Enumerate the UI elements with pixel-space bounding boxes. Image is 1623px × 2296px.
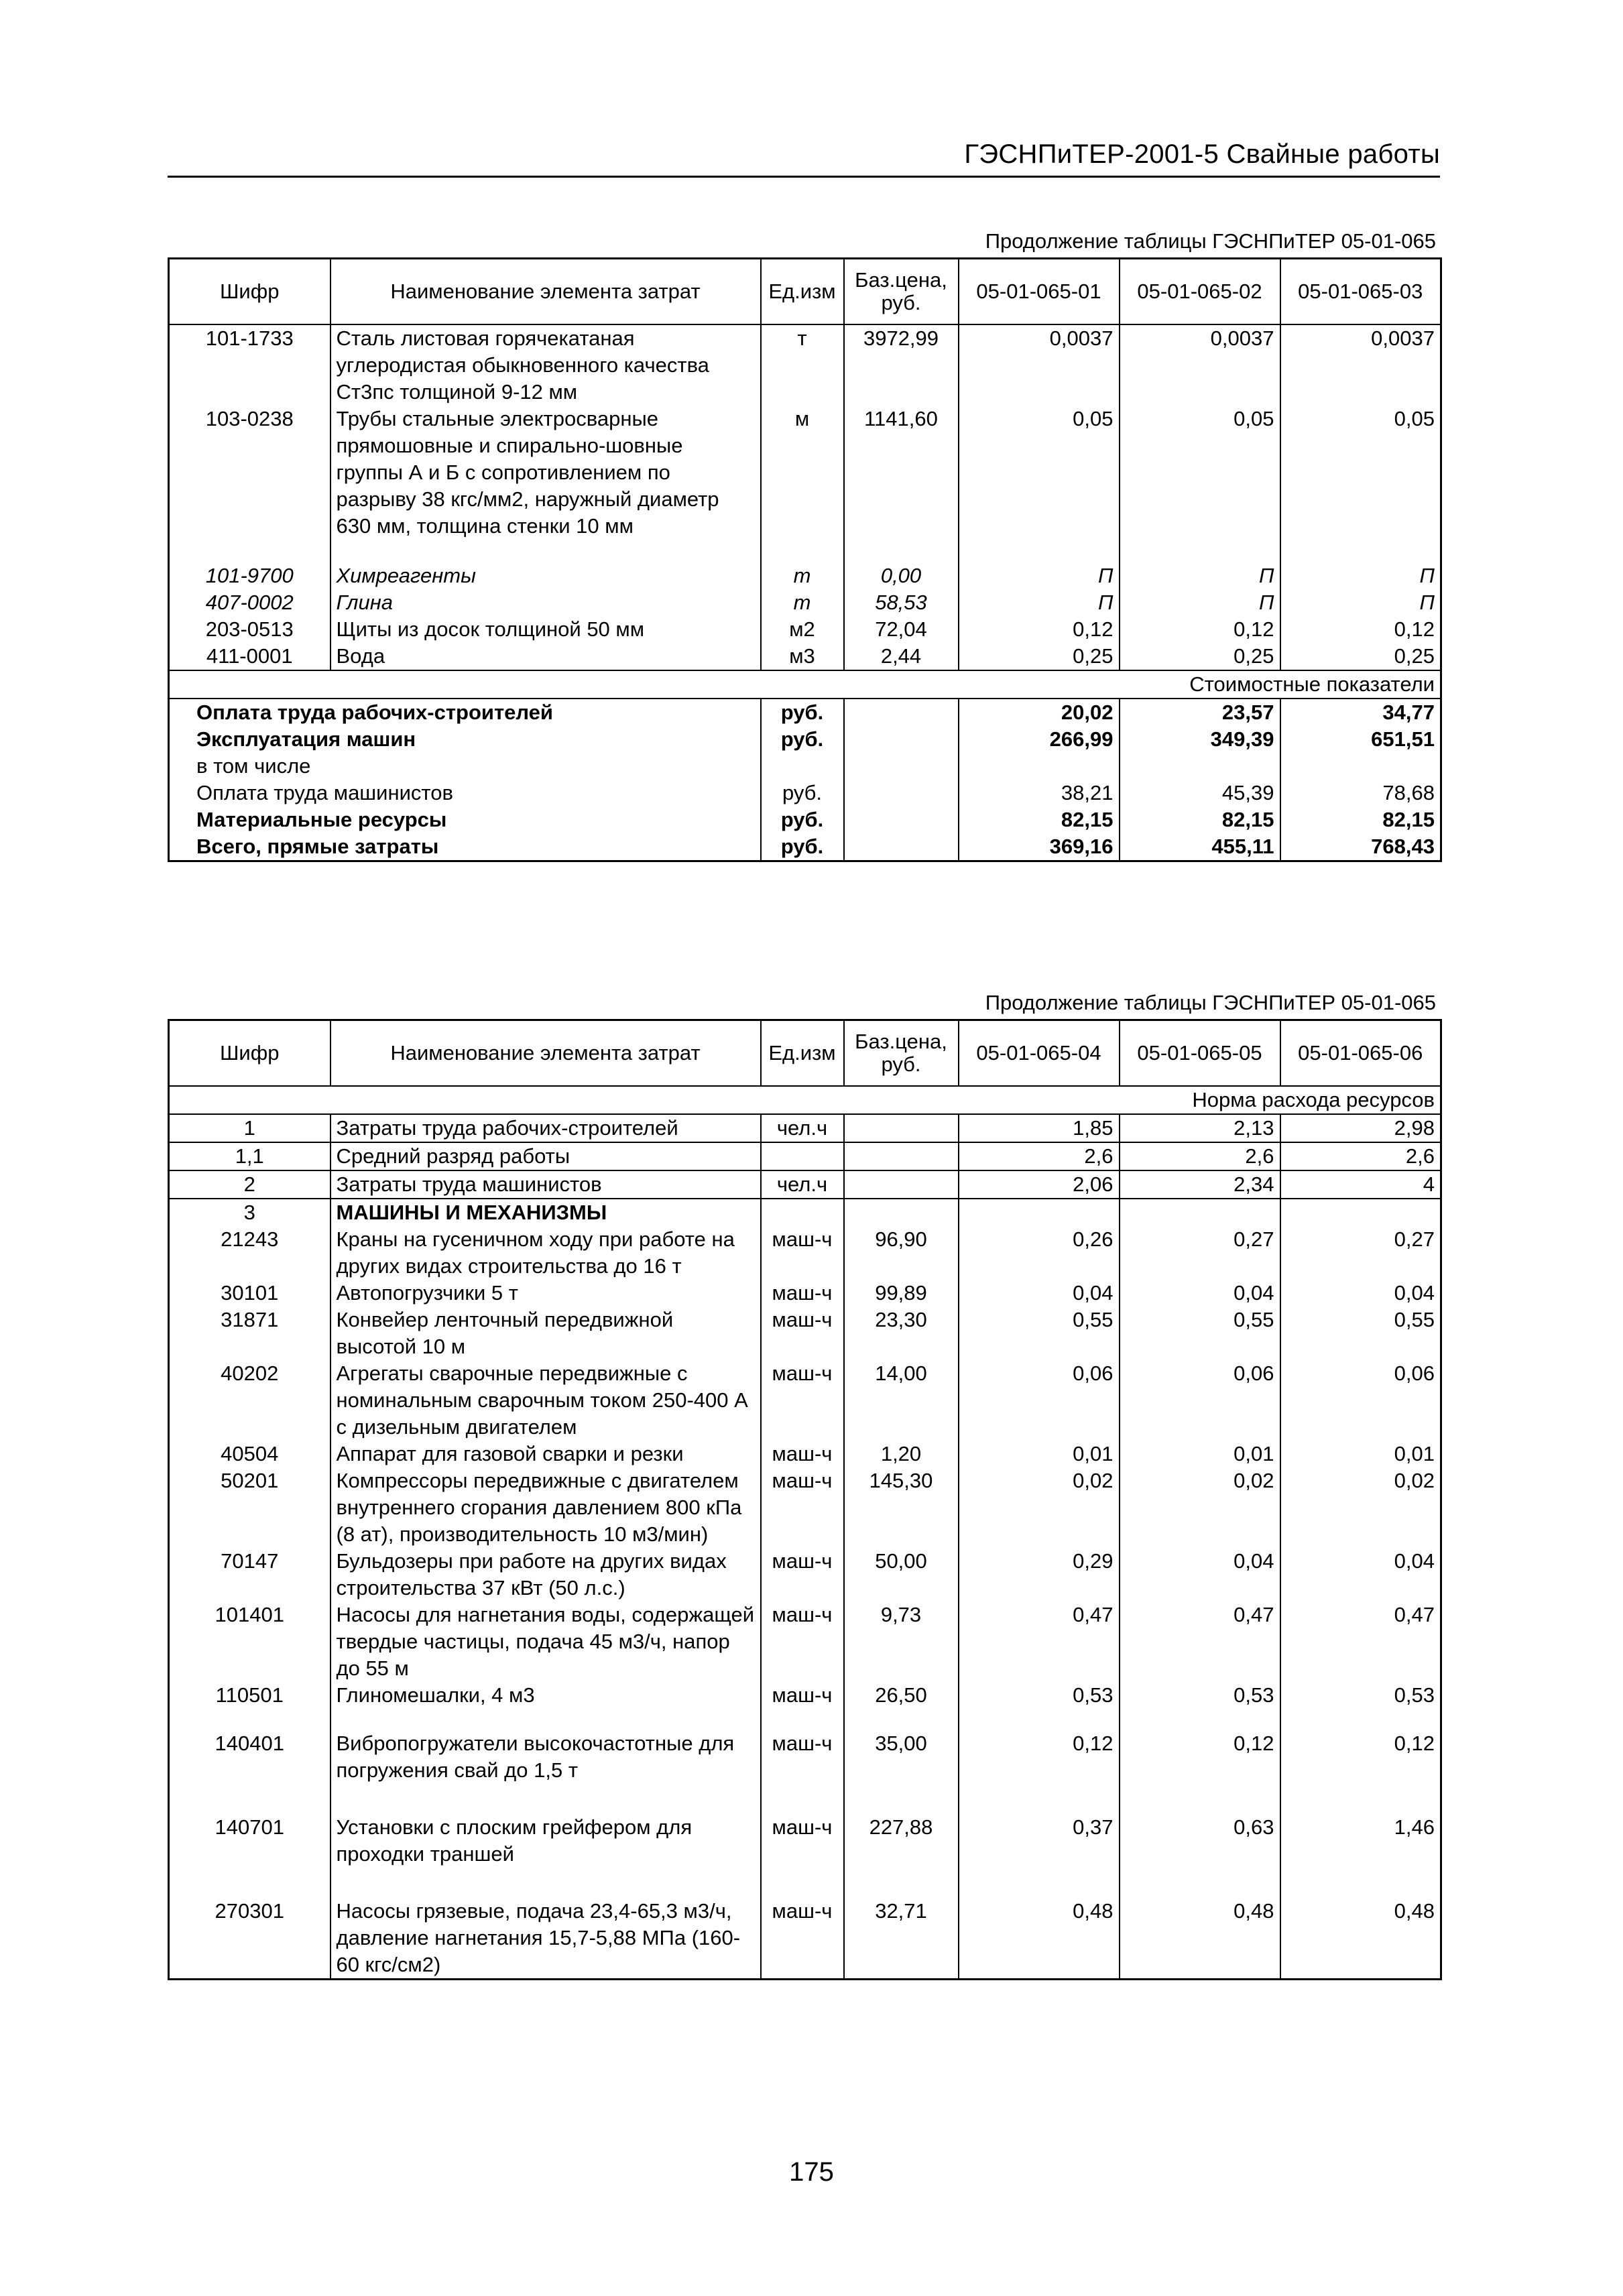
row-value-2: 0,48 <box>1120 1898 1280 1980</box>
row-price: 3972,99 <box>844 324 959 406</box>
table-row <box>169 589 1441 616</box>
row-code: 140701 <box>169 1814 330 1898</box>
row-value-3: 2,6 <box>1280 1142 1441 1170</box>
row-value-2: 2,6 <box>1120 1142 1280 1170</box>
row-value-2: П <box>1120 562 1280 589</box>
cost-value-2: 45,39 <box>1120 780 1280 806</box>
row-name: Затраты труда рабочих-строителей <box>330 1114 761 1142</box>
row-code: 70147 <box>169 1548 330 1602</box>
row-name: Краны на гусеничном ходу при работе на других видах строительства до 16 т <box>330 1226 761 1280</box>
row-value-1: 0,47 <box>959 1602 1120 1682</box>
table2-header-row <box>169 1020 1441 1087</box>
row-code: 1 <box>169 1114 330 1142</box>
cost-value-1: 266,99 <box>959 726 1120 753</box>
row-value-1: 0,06 <box>959 1360 1120 1441</box>
cost-value-2: 82,15 <box>1120 806 1280 833</box>
table-row <box>169 1467 1441 1548</box>
row-value-3: 0,06 <box>1394 1362 1435 1385</box>
row-code: 203-0513 <box>169 616 330 643</box>
cost-row <box>169 833 1441 861</box>
row-value-3: П <box>1419 591 1435 614</box>
row-value-3: 0,48 <box>1394 1899 1435 1923</box>
row-value-2: 0,05 <box>1120 406 1280 540</box>
row-value-1: 2,6 <box>959 1142 1120 1170</box>
row-name: Вибропогружатели высокочастотные для погружения свай до 1,5 т <box>330 1730 761 1814</box>
row-unit: т <box>761 562 844 589</box>
cost-value-1: 20,02 <box>959 699 1120 726</box>
cost-name: Эксплуатация машин <box>169 726 761 753</box>
row-value-3: 0,0037 <box>1371 326 1435 350</box>
row-value-3: 2,98 <box>1280 1114 1441 1142</box>
row-name: Затраты труда машинистов <box>330 1170 761 1199</box>
cost-value-1: 82,15 <box>959 806 1120 833</box>
row-value-1: 0,25 <box>959 643 1120 670</box>
table-row <box>169 1114 1441 1142</box>
cost-value-1 <box>959 753 1120 780</box>
row-value-2: 0,47 <box>1120 1602 1280 1682</box>
cost-row <box>169 726 1441 753</box>
row-price: 35,00 <box>844 1730 959 1814</box>
row-value-2: 0,04 <box>1120 1280 1280 1307</box>
cost-name: в том числе <box>169 753 761 780</box>
row-unit: м2 <box>761 616 844 643</box>
row-code: 140401 <box>169 1730 330 1814</box>
row-unit: маш-ч <box>761 1441 844 1467</box>
row-value-1: П <box>959 562 1120 589</box>
cost-unit: руб. <box>761 780 844 806</box>
section-code: 3 <box>169 1199 330 1226</box>
row-price: 14,00 <box>844 1360 959 1441</box>
cost-value-1: 38,21 <box>959 780 1120 806</box>
cost-title-row <box>169 670 1441 699</box>
table1-header-row <box>169 259 1441 325</box>
row-name: Щиты из досок толщиной 50 мм <box>330 616 761 643</box>
table-row <box>169 1226 1441 1280</box>
table-row <box>169 1814 1441 1898</box>
row-value-3: 0,01 <box>1394 1442 1435 1465</box>
row-value-3: 0,27 <box>1394 1227 1435 1251</box>
row-value-3: 0,05 <box>1394 407 1435 430</box>
row-value-2: 0,12 <box>1120 1730 1280 1814</box>
cost-value-3: 82,15 <box>1382 808 1435 831</box>
row-price: 72,04 <box>844 616 959 643</box>
col-price-header: Баз.цена, руб. <box>844 1020 959 1087</box>
row-price: 96,90 <box>844 1226 959 1280</box>
table2 <box>168 1019 1442 1980</box>
row-price: 1,20 <box>844 1441 959 1467</box>
row-value-2: 0,06 <box>1120 1360 1280 1441</box>
row-price: 99,89 <box>844 1280 959 1307</box>
cost-name: Материальные ресурсы <box>169 806 761 833</box>
cost-value-1: 369,16 <box>959 833 1120 861</box>
running-head: ГЭСНПиТЕР-2001-5 Свайные работы <box>964 139 1440 169</box>
row-unit: чел.ч <box>761 1170 844 1199</box>
norm-title: Норма расхода ресурсов <box>169 1086 1441 1114</box>
cost-name: Оплата труда машинистов <box>169 780 761 806</box>
cost-value-3: 768,43 <box>1371 835 1435 858</box>
row-value-3: 0,25 <box>1394 644 1435 668</box>
row-unit <box>761 1142 844 1170</box>
row-price <box>844 1114 959 1142</box>
row-code: 40202 <box>169 1360 330 1441</box>
table-row <box>169 562 1441 589</box>
table-row <box>169 1602 1441 1682</box>
row-name: Компрессоры передвижные с двигателем внутреннего сгорания давлением 800 кПа (8 ат), производительность 10 м3/мин) <box>330 1467 761 1548</box>
row-price: 145,30 <box>844 1467 959 1548</box>
row-name: Сталь листовая горячекатаная углеродистая обыкновенного качества Ст3пс толщиной 9-12 мм <box>330 324 761 406</box>
col-unit-header: Ед.изм <box>761 1020 844 1087</box>
row-value-1: 2,06 <box>959 1170 1120 1199</box>
row-code: 101-9700 <box>169 562 330 589</box>
row-name: Бульдозеры при работе на других видах строительства 37 кВт (50 л.с.) <box>330 1548 761 1602</box>
row-value-3: 0,53 <box>1394 1683 1435 1707</box>
table-row <box>169 1360 1441 1441</box>
row-value-1: 0,05 <box>959 406 1120 540</box>
col-norm-2-header: 05-01-065-05 <box>1120 1020 1280 1087</box>
row-name: Глина <box>330 589 761 616</box>
row-value-2: 0,12 <box>1120 616 1280 643</box>
row-unit: маш-ч <box>761 1226 844 1280</box>
row-value-2: 0,0037 <box>1120 324 1280 406</box>
row-value-3: 0,12 <box>1394 617 1435 641</box>
row-price: 227,88 <box>844 1814 959 1898</box>
spacer-row <box>169 540 1441 562</box>
row-name: Вода <box>330 643 761 670</box>
row-price: 2,44 <box>844 643 959 670</box>
cost-unit: руб. <box>761 833 844 861</box>
cost-value-2 <box>1120 753 1280 780</box>
row-unit: маш-ч <box>761 1730 844 1814</box>
table-row <box>169 1441 1441 1467</box>
row-value-3: 0,12 <box>1394 1732 1435 1755</box>
row-value-2: 2,34 <box>1120 1170 1280 1199</box>
table-row <box>169 1280 1441 1307</box>
table-row <box>169 1548 1441 1602</box>
row-value-1: 0,01 <box>959 1441 1120 1467</box>
row-value-2: 0,63 <box>1120 1814 1280 1898</box>
table-row <box>169 406 1441 540</box>
row-value-2: 0,04 <box>1120 1548 1280 1602</box>
section-row <box>169 1199 1441 1226</box>
row-unit: т <box>761 589 844 616</box>
col-norm-3-header: 05-01-065-03 <box>1280 259 1441 325</box>
row-value-2: 0,55 <box>1120 1307 1280 1360</box>
cost-value-3: 34,77 <box>1382 701 1435 724</box>
row-code: 101-1733 <box>169 324 330 406</box>
row-unit: т <box>761 324 844 406</box>
section-name: МАШИНЫ И МЕХАНИЗМЫ <box>330 1199 761 1226</box>
col-norm-1-header: 05-01-065-01 <box>959 259 1120 325</box>
table-row <box>169 1142 1441 1170</box>
col-norm-1-header: 05-01-065-04 <box>959 1020 1120 1087</box>
table-row <box>169 1730 1441 1814</box>
col-name-header: Наименование элемента затрат <box>330 259 761 325</box>
row-value-1: 0,12 <box>959 1730 1120 1814</box>
cost-name: Оплата труда рабочих-строителей <box>169 699 761 726</box>
row-name: Насосы грязевые, подача 23,4-65,3 м3/ч, давление нагнетания 15,7-5,88 МПа (160-60 кгс/см2) <box>330 1898 761 1980</box>
row-value-1: 0,55 <box>959 1307 1120 1360</box>
header-rule <box>168 176 1440 178</box>
table-row <box>169 1682 1441 1730</box>
row-value-1: 0,26 <box>959 1226 1120 1280</box>
row-unit: маш-ч <box>761 1548 844 1602</box>
page-number: 175 <box>789 2157 834 2187</box>
row-code: 2 <box>169 1170 330 1199</box>
row-unit: маш-ч <box>761 1360 844 1441</box>
table-row <box>169 1307 1441 1360</box>
row-unit: м <box>761 406 844 540</box>
row-value-3: П <box>1419 564 1435 587</box>
row-unit: маш-ч <box>761 1307 844 1360</box>
row-price: 1141,60 <box>844 406 959 540</box>
row-unit: маш-ч <box>761 1682 844 1730</box>
row-name: Трубы стальные электросварные прямошовные и спирально-шовные группы А и Б с сопротивлением по разрыву 38 кгс/мм2, наружный диаметр 630 мм, толщина стенки 10 мм <box>330 406 761 540</box>
row-value-1: 0,53 <box>959 1682 1120 1730</box>
cost-row <box>169 753 1441 780</box>
cost-unit: руб. <box>761 806 844 833</box>
row-value-1: 0,02 <box>959 1467 1120 1548</box>
row-value-1: П <box>959 589 1120 616</box>
row-code: 407-0002 <box>169 589 330 616</box>
row-price: 23,30 <box>844 1307 959 1360</box>
row-unit: маш-ч <box>761 1898 844 1980</box>
table-row <box>169 324 1441 406</box>
row-price: 0,00 <box>844 562 959 589</box>
row-price: 9,73 <box>844 1602 959 1682</box>
row-code: 1,1 <box>169 1142 330 1170</box>
row-value-1: 0,04 <box>959 1280 1120 1307</box>
row-value-1: 1,85 <box>959 1114 1120 1142</box>
norm-title-row <box>169 1086 1441 1114</box>
row-code: 40504 <box>169 1441 330 1467</box>
row-code: 110501 <box>169 1682 330 1730</box>
col-norm-2-header: 05-01-065-02 <box>1120 259 1280 325</box>
table-row <box>169 1170 1441 1199</box>
row-name: Автопогрузчики 5 т <box>330 1280 761 1307</box>
row-code: 270301 <box>169 1898 330 1980</box>
row-unit: маш-ч <box>761 1467 844 1548</box>
cost-row <box>169 780 1441 806</box>
cost-value-3 <box>1280 753 1441 780</box>
cost-value-2: 349,39 <box>1120 726 1280 753</box>
row-code: 50201 <box>169 1467 330 1548</box>
col-price-header: Баз.цена, руб. <box>844 259 959 325</box>
row-name: Глиномешалки, 4 м3 <box>330 1682 761 1730</box>
row-value-2: 0,02 <box>1120 1467 1280 1548</box>
cost-title: Стоимостные показатели <box>169 670 1441 699</box>
row-value-2: 0,25 <box>1120 643 1280 670</box>
row-price: 26,50 <box>844 1682 959 1730</box>
row-price: 50,00 <box>844 1548 959 1602</box>
row-name: Установки с плоским грейфером для проходки траншей <box>330 1814 761 1898</box>
row-code: 31871 <box>169 1307 330 1360</box>
row-unit: маш-ч <box>761 1602 844 1682</box>
row-value-1: 0,48 <box>959 1898 1120 1980</box>
cost-value-2: 455,11 <box>1120 833 1280 861</box>
cost-row <box>169 699 1441 726</box>
cost-unit <box>761 753 844 780</box>
row-value-3: 4 <box>1280 1170 1441 1199</box>
row-price: 32,71 <box>844 1898 959 1980</box>
row-unit: маш-ч <box>761 1814 844 1898</box>
col-code-header: Шифр <box>169 259 330 325</box>
row-value-3: 0,47 <box>1394 1603 1435 1626</box>
row-value-1: 0,29 <box>959 1548 1120 1602</box>
row-price <box>844 1142 959 1170</box>
table-row <box>169 643 1441 670</box>
row-code: 21243 <box>169 1226 330 1280</box>
table1 <box>168 257 1442 862</box>
row-value-2: П <box>1120 589 1280 616</box>
row-value-2: 0,53 <box>1120 1682 1280 1730</box>
row-unit: чел.ч <box>761 1114 844 1142</box>
row-value-2: 0,01 <box>1120 1441 1280 1467</box>
row-price <box>844 1170 959 1199</box>
cost-unit: руб. <box>761 699 844 726</box>
row-code: 101401 <box>169 1602 330 1682</box>
row-name: Конвейер ленточный передвижной высотой 10 м <box>330 1307 761 1360</box>
cost-unit: руб. <box>761 726 844 753</box>
table1-caption: Продолжение таблицы ГЭСНПиТЕР 05-01-065 <box>985 229 1436 253</box>
row-value-3: 0,04 <box>1394 1281 1435 1305</box>
row-price: 58,53 <box>844 589 959 616</box>
col-code-header: Шифр <box>169 1020 330 1087</box>
row-value-3: 0,04 <box>1394 1549 1435 1573</box>
row-value-3: 0,02 <box>1394 1469 1435 1492</box>
table2-caption: Продолжение таблицы ГЭСНПиТЕР 05-01-065 <box>985 991 1436 1014</box>
cost-name: Всего, прямые затраты <box>169 833 761 861</box>
col-norm-3-header: 05-01-065-06 <box>1280 1020 1441 1087</box>
cost-row <box>169 806 1441 833</box>
row-name: Насосы для нагнетания воды, содержащей твердые частицы, подача 45 м3/ч, напор до 55 м <box>330 1602 761 1682</box>
row-code: 103-0238 <box>169 406 330 540</box>
row-value-3: 1,46 <box>1394 1815 1435 1839</box>
cost-value-2: 23,57 <box>1120 699 1280 726</box>
row-value-2: 0,27 <box>1120 1226 1280 1280</box>
row-value-1: 0,0037 <box>959 324 1120 406</box>
col-name-header: Наименование элемента затрат <box>330 1020 761 1087</box>
row-name: Средний разряд работы <box>330 1142 761 1170</box>
row-unit: м3 <box>761 643 844 670</box>
row-name: Аппарат для газовой сварки и резки <box>330 1441 761 1467</box>
row-code: 30101 <box>169 1280 330 1307</box>
row-code: 411-0001 <box>169 643 330 670</box>
row-value-3: 0,55 <box>1394 1308 1435 1331</box>
cost-value-3: 78,68 <box>1382 781 1435 804</box>
cost-value-3: 651,51 <box>1371 727 1435 751</box>
row-name: Химреагенты <box>330 562 761 589</box>
col-unit-header: Ед.изм <box>761 259 844 325</box>
table-row <box>169 616 1441 643</box>
row-name: Агрегаты сварочные передвижные с номинальным сварочным током 250-400 А с дизельным двигателем <box>330 1360 761 1441</box>
row-value-1: 0,37 <box>959 1814 1120 1898</box>
row-unit: маш-ч <box>761 1280 844 1307</box>
table-row <box>169 1898 1441 1980</box>
row-value-1: 0,12 <box>959 616 1120 643</box>
row-value-2: 2,13 <box>1120 1114 1280 1142</box>
